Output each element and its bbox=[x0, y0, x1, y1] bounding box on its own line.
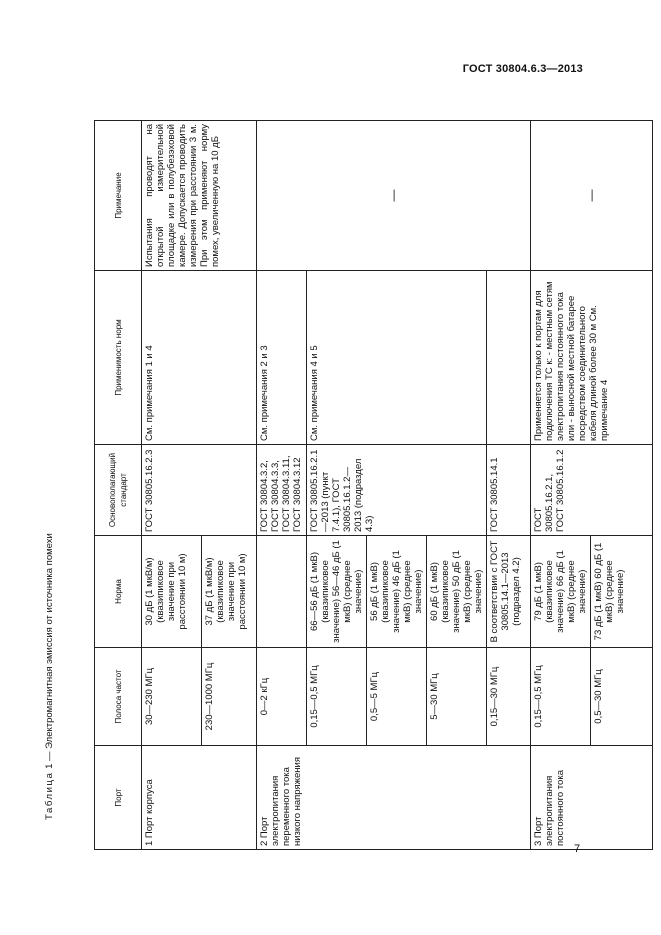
emission-table bbox=[94, 90, 653, 851]
note-cell: — bbox=[257, 121, 531, 271]
standard-cell: ГОСТ 30804.3.2, ГОСТ 30804.3.3, ГОСТ 30804.3.11, ГОСТ 30804.3.12 bbox=[257, 445, 307, 536]
band-cell: 0,15—0,5 МГц bbox=[531, 648, 591, 746]
norm-cell: 79 дБ (1 мкВ) (квазипиковое значение) 66 дБ (1 мкВ) (среднее значение) bbox=[531, 536, 591, 648]
blank-col-header bbox=[95, 90, 142, 121]
port-cell: 3 Порт электропитания постоянного тока bbox=[531, 746, 653, 850]
band-cell: 0,5—5 МГц bbox=[367, 648, 427, 746]
band-cell: 0—2 кГц bbox=[257, 648, 307, 746]
col-header-applicability: Применимость норм bbox=[95, 271, 142, 445]
port-cell: 2 Порт электропитания переменного тока низкого напряжения bbox=[257, 746, 531, 850]
band-cell: 0,15—0,5 МГц bbox=[307, 648, 367, 746]
table-header-row bbox=[95, 90, 142, 850]
applicability-cell: Применяется только к портам для подключения ТС к: - местным сетям электропитания постоянного тока или - выносной местной батарее посредством соединительного кабеля длиной более 30 м См. примечание 4 bbox=[531, 271, 653, 445]
table-caption bbox=[44, 120, 55, 820]
band-cell: 0,5—30 МГц bbox=[591, 648, 653, 746]
applicability-cell: См. примечания 1 и 4 bbox=[142, 271, 257, 445]
band-cell: 5—30 МГц bbox=[427, 648, 487, 746]
rotated-table-area bbox=[44, 90, 626, 850]
norm-cell: 37 дБ (1 мкВ/м) (квазипиковое значение при расстоянии 10 м) bbox=[202, 536, 257, 648]
table-row bbox=[257, 90, 307, 850]
norm-cell: 60 дБ (1 мкВ) (квазипиковое значение) 50 дБ (1 мкВ) (среднее значение) bbox=[427, 536, 487, 648]
blank-cell bbox=[531, 90, 653, 121]
band-cell: 0,15—30 МГц bbox=[487, 648, 531, 746]
norm-cell: 30 дБ (1 мкВ/м) (квазипиковое значение при расстоянии 10 м) bbox=[142, 536, 202, 648]
note-cell: — bbox=[531, 121, 653, 271]
applicability-cell: См. примечания 2 и 3 bbox=[257, 271, 307, 445]
table-row bbox=[531, 90, 591, 850]
band-cell: 230—1000 МГц bbox=[202, 648, 257, 746]
col-header-port: Порт bbox=[95, 746, 142, 850]
col-header-band: Полоса частот bbox=[95, 648, 142, 746]
document-code: ГОСТ 30804.6.3—2013 bbox=[462, 63, 583, 75]
standard-cell: ГОСТ 30805.16.2.1—2013 (пункт 7.4.1), ГОСТ 30805.16.1.2—2013 (подраздел 4.3) bbox=[307, 445, 487, 536]
applicability-cell-empty bbox=[487, 271, 531, 445]
standard-cell: ГОСТ 30805.16.2.3 bbox=[142, 445, 257, 536]
norm-cell: 66—56 дБ (1 мкВ) (квазипиковое значение) 56—46 дБ (1 мкВ) (среднее значение) bbox=[307, 536, 367, 648]
standard-cell: ГОСТ 30805.16.2.1, ГОСТ 30805.16.1.2 bbox=[531, 445, 653, 536]
note-cell: Испытания проводят на открытой измерительной площадке или в полубезэховой камере. Допускается проводить измерения при расстоянии 3 м. При этом применяют норму помех, увеличенную на 10 дБ bbox=[142, 121, 257, 271]
band-cell: 30—230 МГц bbox=[142, 648, 202, 746]
page-number: 7 bbox=[574, 843, 581, 855]
table-row bbox=[142, 90, 202, 850]
caption-prefix: Таблица bbox=[44, 771, 55, 820]
norm-cell-empty bbox=[257, 536, 307, 648]
norm-cell: 56 дБ (1 мкВ) (квазипиковое значение) 46 дБ (1 мкВ) (среднее значение) bbox=[367, 536, 427, 648]
blank-cell bbox=[257, 90, 531, 121]
col-header-note: Примечание bbox=[95, 121, 142, 271]
applicability-cell: См. примечания 4 и 5 bbox=[307, 271, 487, 445]
blank-cell bbox=[142, 90, 257, 121]
col-header-norm: Норма bbox=[95, 536, 142, 648]
port-cell: 1 Порт корпуса bbox=[142, 746, 257, 850]
standard-cell: ГОСТ 30805.14.1 bbox=[487, 445, 531, 536]
norm-cell: 73 дБ (1 мкВ) 60 дБ (1 мкВ) (среднее значение) bbox=[591, 536, 653, 648]
caption-text: 1 — Электромагнитная эмиссия от источника помехи bbox=[44, 533, 55, 772]
norm-cell: В соответствии с ГОСТ 30805.14.1—2013 (подраздел 4.2) bbox=[487, 536, 531, 648]
col-header-standard: Основополагающий стандарт bbox=[95, 445, 142, 536]
